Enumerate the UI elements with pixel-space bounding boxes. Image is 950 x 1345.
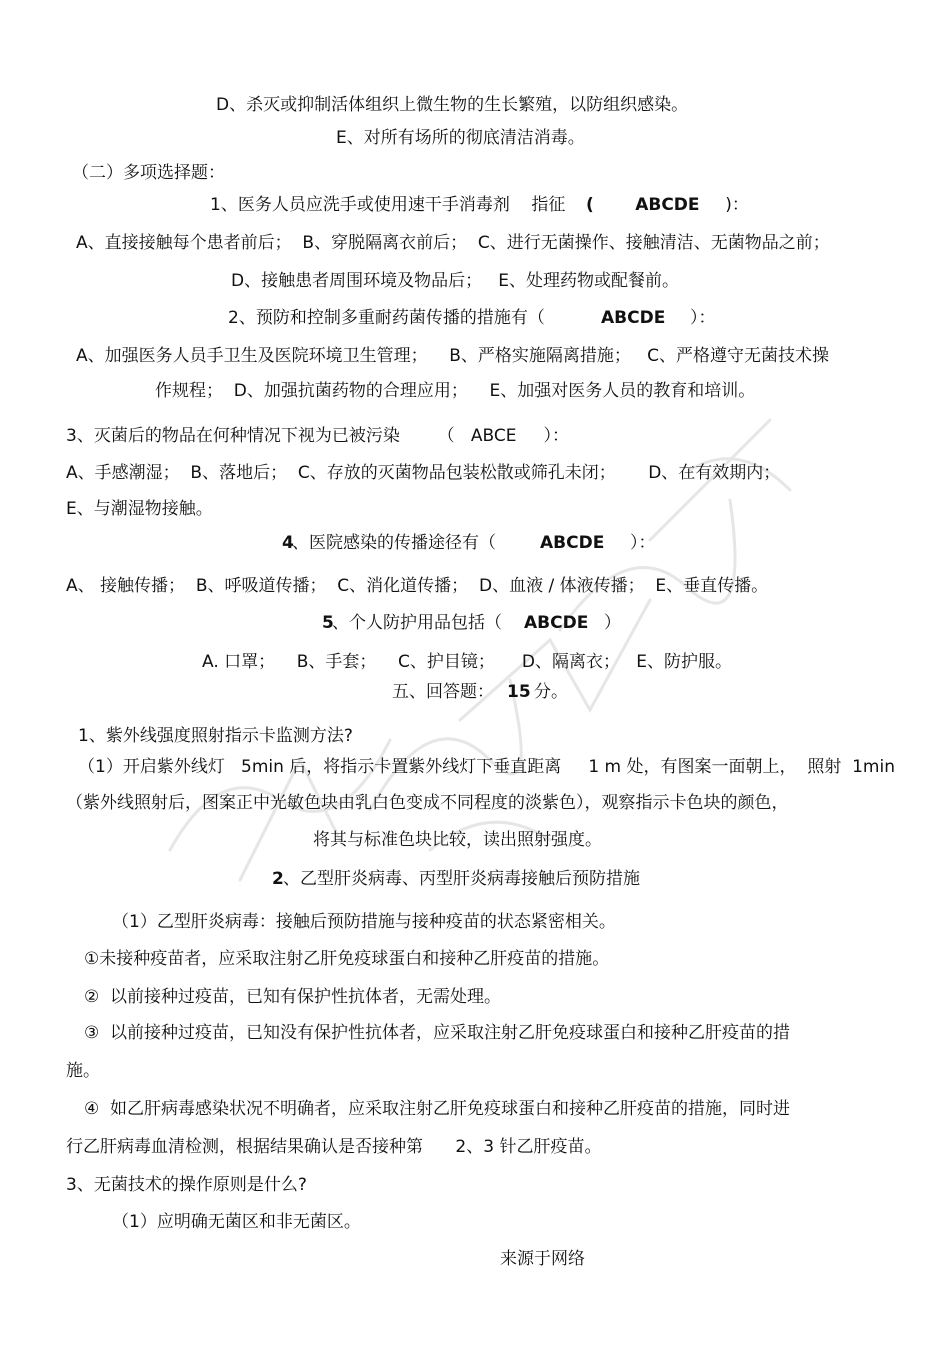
- watermark-graphic: [130, 380, 830, 900]
- question-2-close: ）：: [690, 308, 716, 328]
- answer-question-1: 1、紫外线强度照射指示卡监测方法?: [78, 726, 353, 746]
- answer-2-line4: ③ 以前接种过疫苗，已知没有保护性抗体者，应采取注射乙肝免疫球蛋白和接种乙肝疫苗的措: [84, 1023, 791, 1043]
- answer-2-line6: ④ 如乙肝病毒感染状况不明确者，应采取注射乙肝免疫球蛋白和接种乙肝疫苗的措施，同时进: [84, 1099, 791, 1119]
- source-footer: 来源于网络: [500, 1249, 585, 1269]
- question-4-number: 4: [282, 533, 294, 553]
- answer-question-2: 、乙型肝炎病毒、丙型肝炎病毒接触后预防措施: [283, 869, 640, 889]
- answer-2-line5: 施。: [66, 1061, 100, 1081]
- question-1-text: 1、医务人员应洗手或使用速干手消毒剂 指征: [210, 195, 566, 215]
- section-score-unit: 分。: [534, 682, 568, 702]
- question-2-options-line2: 作规程； D、加强抗菌药物的合理应用； E、加强对医务人员的教育和培训。: [155, 381, 756, 401]
- answer-3-line1: （1）应明确无菌区和非无菌区。: [112, 1212, 361, 1232]
- question-1-answer: ( ABCDE: [586, 195, 700, 215]
- question-2-answer: ABCDE: [601, 308, 666, 328]
- question-5-options: A. 口罩； B、手套； C、护目镜； D、隔离衣； E、防护服。: [202, 652, 732, 672]
- answer-2-line3: ② 以前接种过疫苗，已知有保护性抗体者，无需处理。: [84, 987, 502, 1007]
- answer-question-3: 3、无菌技术的操作原则是什么?: [66, 1175, 307, 1195]
- question-1-close: )：: [682, 195, 749, 215]
- section-heading-answer-questions: 五、回答题：: [392, 682, 494, 702]
- question-2-options-line1: A、加强医务人员手卫生及医院环境卫生管理； B、严格实施隔离措施； C、严格遵守无菌技术操: [76, 346, 829, 366]
- question-3-options-line1: A、手感潮湿； B、落地后； C、存放的灭菌物品包装松散或筛孔未闭； D、在有效期内；: [66, 463, 781, 483]
- option-d-line: D、杀灭或抑制活体组织上微生物的生长繁殖，以防组织感染。: [216, 95, 689, 115]
- question-4-options: A、 接触传播； B、呼吸道传播； C、消化道传播； D、血液 / 体液传播； E、垂直传播。: [66, 576, 769, 596]
- answer-2-line2: ①未接种疫苗者，应采取注射乙肝免疫球蛋白和接种乙肝疫苗的措施。: [84, 949, 610, 969]
- answer-1-line1: （1）开启紫外线灯 5min 后，将指示卡置紫外线灯下垂直距离 1 m 处，有图案一面朝上， 照射 1min: [78, 757, 895, 777]
- section-heading-multiple-choice: （二）多项选择题：: [72, 163, 225, 183]
- question-5-text: 、个人防护用品包括（: [332, 613, 502, 633]
- option-e-line: E、对所有场所的彻底清洁消毒。: [336, 128, 585, 148]
- question-4-text: 、医院感染的传播途径有（: [292, 533, 496, 553]
- answer-2-line7: 行乙肝病毒血清检测，根据结果确认是否接种第 2、3 针乙肝疫苗。: [66, 1137, 602, 1157]
- question-4-close: ）：: [630, 533, 656, 553]
- question-5-close: ）: [604, 613, 621, 633]
- section-score: 15: [507, 682, 531, 702]
- question-2-text: 2、预防和控制多重耐药菌传播的措施有（: [228, 308, 545, 328]
- question-4-answer: ABCDE: [540, 533, 605, 553]
- answer-question-2-number: 2: [272, 869, 284, 889]
- question-3-text: 3、灭菌后的物品在何种情况下视为已被污染 （ ABCE ）：: [66, 426, 569, 446]
- answer-1-line2: （紫外线照射后，图案正中光敏色块由乳白色变成不同程度的淡紫色），观察指示卡色块的颜色，: [66, 793, 789, 813]
- question-1-options-line2: D、接触患者周围环境及物品后； E、处理药物或配餐前。: [231, 271, 680, 291]
- answer-2-line1: （1）乙型肝炎病毒：接触后预防措施与接种疫苗的状态紧密相关。: [112, 912, 616, 932]
- question-5-answer: ABCDE: [524, 613, 589, 633]
- question-1-options-line1: A、直接接触每个患者前后； B、穿脱隔离衣前后； C、进行无菌操作、接触清洁、无菌物品之前；: [76, 233, 830, 253]
- question-5-number: 5: [322, 613, 334, 633]
- answer-1-line3: 将其与标准色块比较，读出照射强度。: [313, 830, 602, 850]
- question-3-options-line2: E、与潮湿物接触。: [66, 499, 213, 519]
